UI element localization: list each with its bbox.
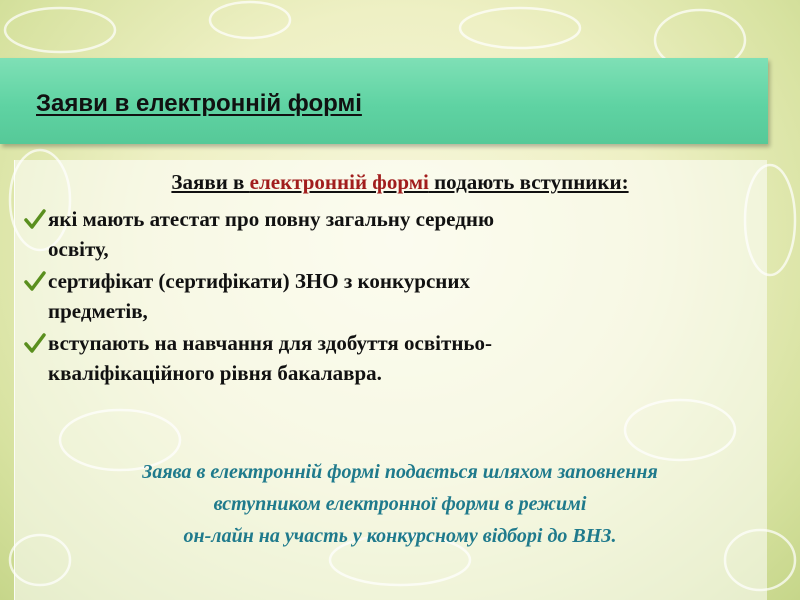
note-line2: вступником електронної форми в режимі	[213, 493, 587, 515]
lead-after: подають вступники:	[428, 170, 629, 194]
check-icon	[24, 208, 46, 230]
bullet-line1: які мають атестат про повну загальну середню	[48, 207, 494, 231]
lead-before: Заяви в	[171, 170, 250, 194]
check-icon	[24, 270, 46, 292]
note-line3: он-лайн на участь у конкурсному відборі до ВНЗ.	[183, 525, 617, 547]
bullet-item	[24, 266, 724, 326]
bullet-line2: освіту,	[48, 237, 109, 261]
slide-title: Заяви в електронній формі	[36, 90, 362, 117]
note-paragraph	[0, 456, 800, 552]
bullet-item	[24, 204, 724, 264]
check-icon	[24, 332, 46, 354]
lead-sentence	[0, 170, 800, 195]
note-line1: Заява в електронній формі подається шляхом заповнення	[142, 461, 658, 483]
bullet-list	[24, 204, 724, 390]
bullet-line1: сертифікат (сертифікати) ЗНО з конкурсних	[48, 269, 470, 293]
bullet-item	[24, 328, 724, 388]
bullet-line2: предметів,	[48, 299, 148, 323]
bullet-line1: вступають на навчання для здобуття освітньо-	[48, 331, 493, 355]
lead-highlight: електронній формі	[249, 170, 429, 194]
bullet-line2: кваліфікаційного рівня бакалавра.	[48, 361, 382, 385]
